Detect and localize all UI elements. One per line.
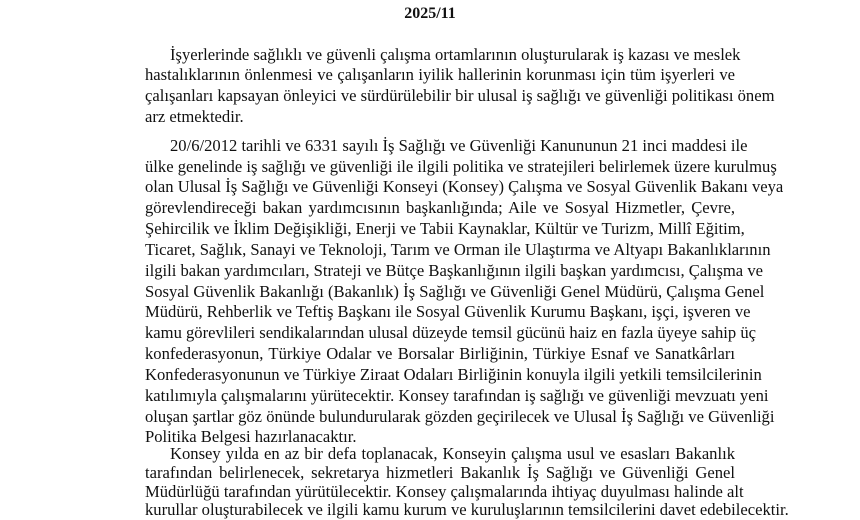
paragraph-2-line-6: Ticaret, Sağlık, Sanayi ve Teknoloji, Tarım ve Orman ile Ulaştırma ve Altyapı Bakanlıklarının	[145, 240, 771, 259]
paragraph-2-line-4: görevlendireceği bakan yardımcısının başkanlığında; Aile ve Sosyal Hizmetler, Çevre,	[145, 198, 735, 217]
paragraph-3-line-3: Müdürlüğü tarafından yürütülecektir. Konsey çalışmalarında ihtiyaç duyulması halinde alt	[145, 482, 744, 501]
paragraph-3-line-1: Konsey yılda en az bir defa toplanacak, Konseyin çalışma usul ve esasları Bakanlık	[170, 444, 735, 463]
paragraph-1-line-2: hastalıklarının önlenmesi ve çalışanların iyilik hallerinin korunması için tüm işyerleri ve	[145, 65, 735, 84]
paragraph-2-line-2: ülke genelinde iş sağlığı ve güvenliği ile ilgili politika ve stratejileri belirlemek üzere kurulmuş	[145, 157, 777, 176]
decree-number: 2025/11	[404, 5, 456, 22]
paragraph-2-line-7: ilgili bakan yardımcıları, Strateji ve Bütçe Başkanlığının ilgili başkan yardımcısı, Çalışma ve	[145, 261, 763, 280]
paragraph-1-line-4: arz etmektedir.	[145, 107, 244, 126]
paragraph-1-line-1: İşyerlerinde sağlıklı ve güvenli çalışma ortamlarının oluşturularak iş kazası ve meslek	[170, 45, 741, 64]
paragraph-3-line-2: tarafından belirlenecek, sekretarya hizmetleri Bakanlık İş Sağlığı ve Güvenliği Genel	[145, 463, 735, 482]
paragraph-1-line-3: çalışanları kapsayan önleyici ve sürdürülebilir bir ulusal iş sağlığı ve güvenliği politikası önem	[145, 86, 775, 105]
paragraph-2-line-11: konfederasyonun, Türkiye Odalar ve Borsalar Birliğinin, Türkiye Esnaf ve Sanatkârları	[145, 344, 735, 363]
paragraph-2-line-5: Şehircilik ve İklim Değişikliği, Enerji ve Tabii Kaynaklar, Kültür ve Turizm, Millî Eğitim,	[145, 219, 745, 238]
paragraph-2-line-12: Konfederasyonunun ve Türkiye Ziraat Odaları Birliğinin konuyla ilgili yetkili temsilcilerinin	[145, 365, 762, 384]
paragraph-2-line-1: 20/6/2012 tarihli ve 6331 sayılı İş Sağlığı ve Güvenliği Kanununun 21 inci maddesi ile	[170, 136, 748, 155]
paragraph-2-line-15: Politika Belgesi hazırlanacaktır.	[145, 427, 357, 446]
paragraph-2-line-9: Müdürü, Rehberlik ve Teftiş Başkanı ile Sosyal Güvenlik Kurumu Başkanı, işçi, işveren ve	[145, 302, 751, 321]
paragraph-3-line-4: kurullar oluşturabilecek ve ilgili kamu kurum ve kuruluşlarının temsilcilerini davet edebilecektir.	[145, 500, 789, 519]
paragraph-2-line-10: kamu görevlileri sendikalarından ulusal düzeyde temsil gücünü haiz en fazla üyeye sahip üç	[145, 323, 756, 342]
paragraph-2-line-3: olan Ulusal İş Sağlığı ve Güvenliği Konseyi (Konsey) Çalışma ve Sosyal Güvenlik Bakanı veya	[145, 177, 784, 196]
paragraph-2-line-13: katılımıyla çalışmalarını yürütecektir. Konsey tarafından iş sağlığı ve güvenliği mevzuatı yeni	[145, 386, 769, 405]
paragraph-2-line-14: oluşan şartlar göz önünde bulundurularak gözden geçirilecek ve Ulusal İş Sağlığı ve Güvenliği	[145, 407, 775, 426]
paragraph-2-line-8: Sosyal Güvenlik Bakanlığı (Bakanlık) İş Sağlığı ve Güvenliği Genel Müdürü, Çalışma Genel	[145, 282, 765, 301]
